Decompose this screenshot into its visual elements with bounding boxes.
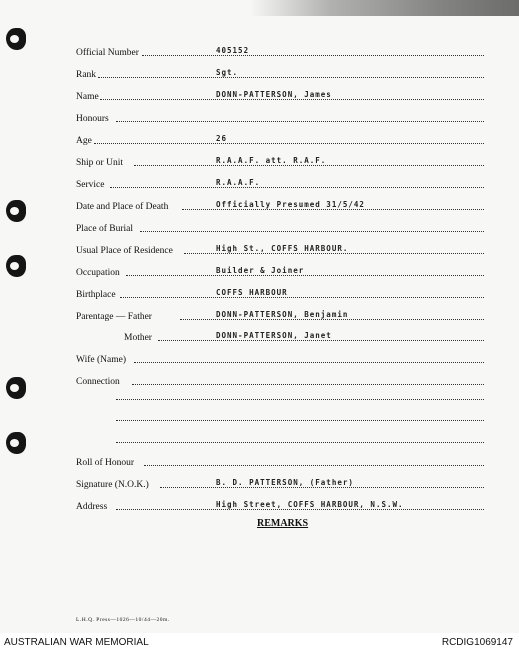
field-mother (76, 331, 484, 345)
field-label: Usual Place of Residence (76, 246, 173, 256)
field-place-of-burial (76, 222, 484, 236)
field-label: Mother (124, 333, 152, 343)
field-name (76, 90, 484, 104)
punch-hole (6, 255, 26, 277)
field-address (76, 500, 484, 514)
field-birthplace (76, 288, 484, 302)
field-usual-residence (76, 244, 484, 258)
field-value: Builder & Joiner (216, 266, 305, 275)
field-label: Roll of Honour (76, 458, 135, 468)
connection-line (116, 399, 484, 400)
field-value: DONN-PATTERSON, James (216, 90, 332, 99)
field-official-number (76, 46, 484, 60)
field-label: Birthplace (76, 290, 116, 300)
field-value: High Street, COFFS HARBOUR, N.S.W. (216, 500, 404, 509)
punch-hole (6, 377, 26, 399)
field-value: R.A.A.F. att. R.A.F. (216, 156, 327, 165)
field-label: Occupation (76, 268, 120, 278)
archive-credit: AUSTRALIAN WAR MEMORIAL (4, 637, 149, 648)
field-ship-or-unit (76, 156, 484, 170)
field-label: Service (76, 180, 105, 190)
field-wife (76, 353, 484, 367)
field-label: Age (76, 136, 92, 146)
field-value: DONN-PATTERSON, Benjamin (216, 310, 349, 319)
punch-hole (6, 200, 26, 222)
field-honours (76, 112, 484, 126)
field-value: B. D. PATTERSON, (Father) (216, 478, 354, 487)
field-date-place-of-death (76, 200, 484, 214)
field-value: COFFS HARBOUR (216, 288, 288, 297)
field-label: Wife (Name) (76, 355, 126, 365)
field-value: R.A.A.F. (216, 178, 261, 187)
field-service (76, 178, 484, 192)
field-label: Official Number (76, 48, 139, 58)
field-label: Date and Place of Death (76, 202, 169, 212)
field-label: Ship or Unit (76, 158, 123, 168)
field-label: Name (76, 92, 99, 102)
field-label: Signature (N.O.K.) (76, 480, 149, 490)
remarks-heading: REMARKS (257, 518, 309, 529)
field-label: Honours (76, 114, 109, 124)
field-value: 405152 (216, 46, 250, 55)
field-value: Officially Presumed 31/5/42 (216, 200, 365, 209)
field-rank (76, 68, 484, 82)
field-label: Parentage — Father (76, 312, 152, 322)
punch-hole (6, 432, 26, 454)
field-value: 26 (216, 134, 228, 143)
field-roll-of-honour (76, 456, 484, 470)
field-value: DONN-PATTERSON, Janet (216, 331, 332, 340)
connection-line (116, 442, 484, 443)
connection-line (116, 420, 484, 421)
field-label: Place of Burial (76, 224, 133, 234)
printer-imprint: L.H.Q. Press—1026—10/44—20m. (76, 617, 170, 623)
field-father (76, 310, 484, 324)
credit-bar (0, 633, 519, 653)
scan-shadow (250, 0, 519, 16)
field-occupation (76, 266, 484, 280)
field-label: Address (76, 502, 108, 512)
field-age (76, 134, 484, 148)
field-label: Rank (76, 70, 97, 80)
field-connection (76, 375, 484, 389)
field-signature (76, 478, 484, 492)
field-value: Sgt. (216, 68, 239, 77)
punch-hole (6, 28, 26, 50)
record-id: RCDIG1069147 (441, 637, 513, 648)
field-label: Connection (76, 377, 120, 387)
field-value: High St., COFFS HARBOUR. (216, 244, 349, 253)
